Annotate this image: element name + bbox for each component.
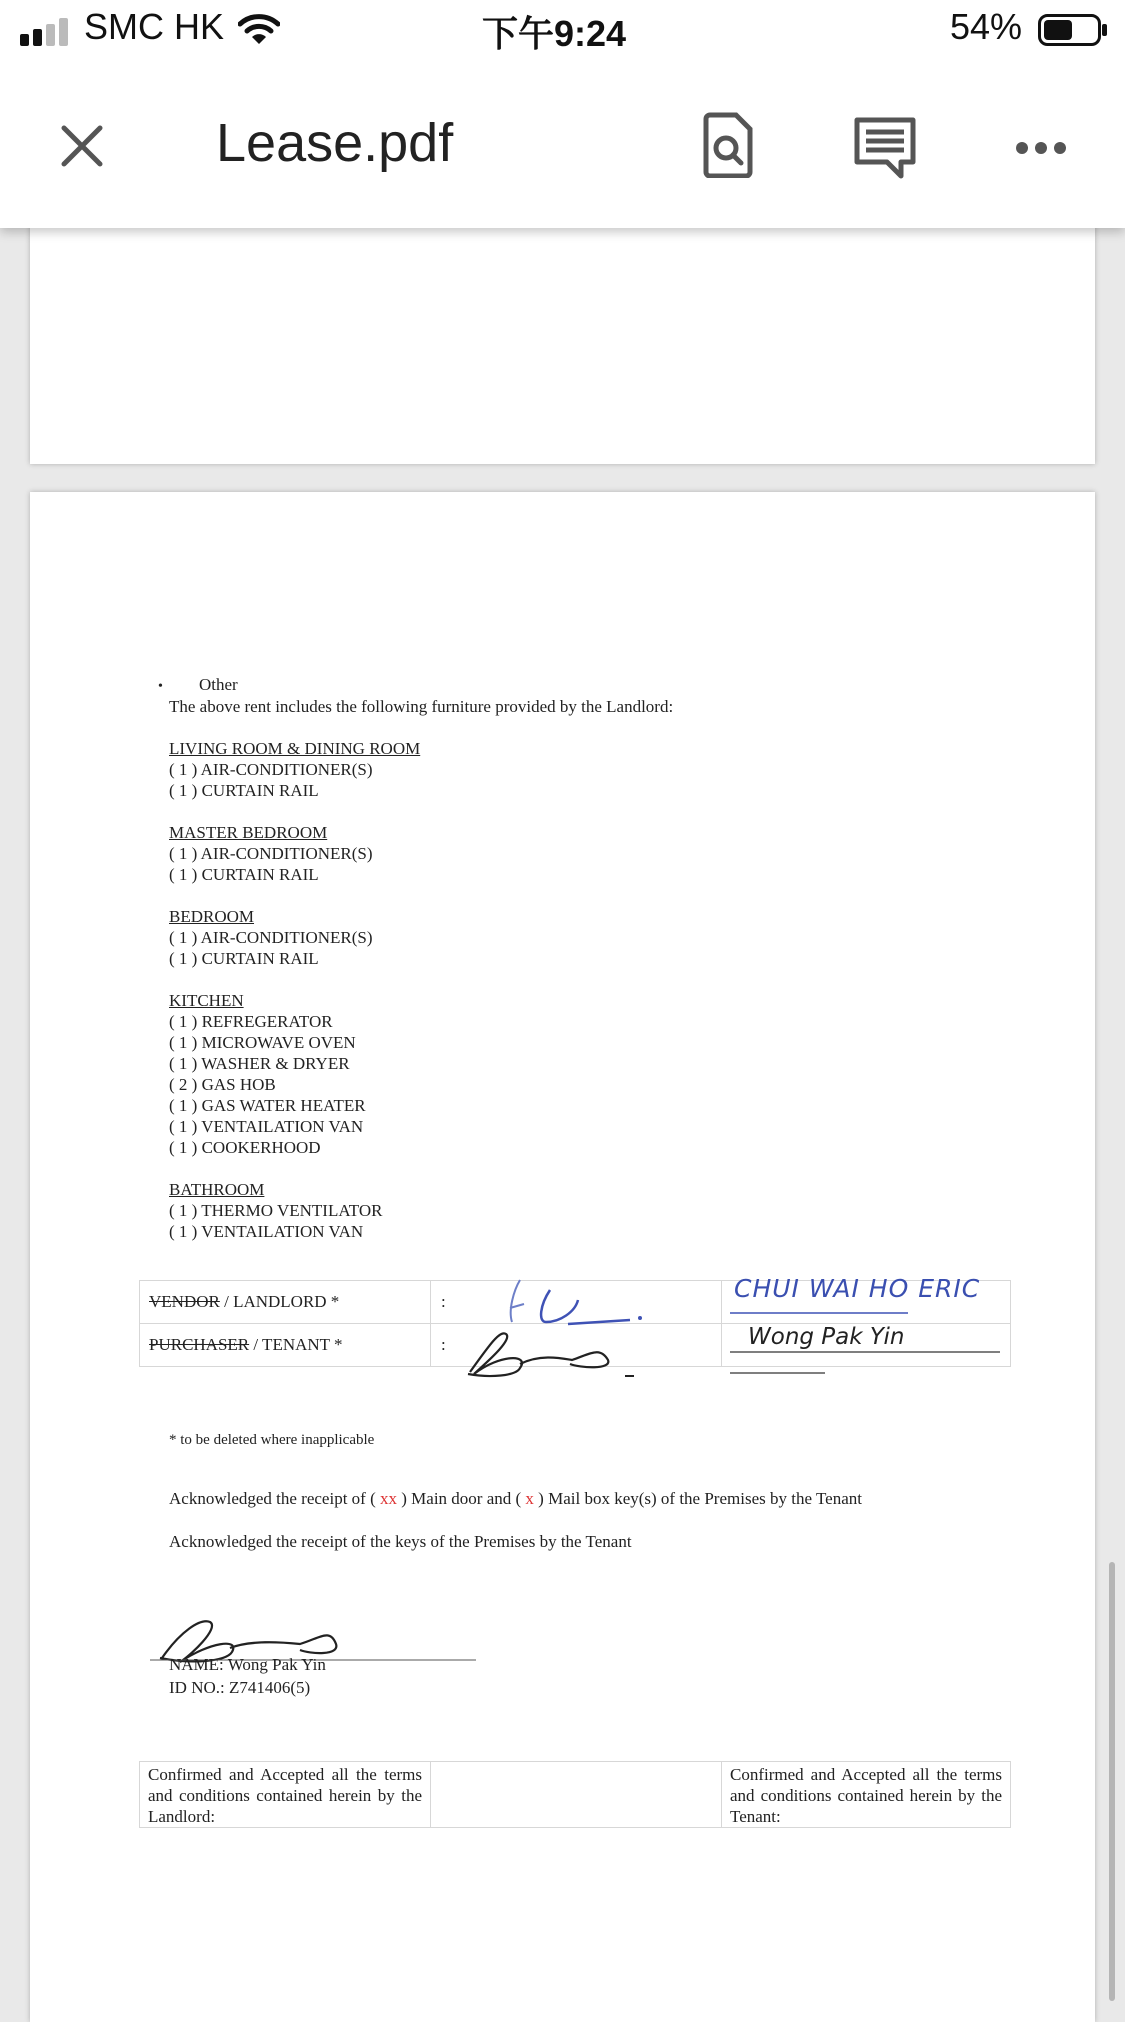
find-in-document-button[interactable]	[702, 112, 754, 183]
comments-button[interactable]	[853, 116, 917, 185]
scrollbar[interactable]	[1109, 1562, 1115, 2001]
landlord-name-underline	[730, 1310, 910, 1316]
furniture-item: ( 1 ) CURTAIN RAIL	[169, 781, 319, 800]
room-heading: BEDROOM	[169, 907, 255, 926]
tenant-block-name: NAME: Wong Pak Yin	[169, 1655, 326, 1674]
landlord-printed-name: CHUI WAI HO ERIC	[734, 1274, 981, 1303]
furniture-item: ( 2 ) GAS HOB	[169, 1075, 276, 1094]
carrier-name: SMC HK	[84, 6, 225, 47]
tenant-name-underline	[730, 1349, 1030, 1379]
colon: :	[441, 1335, 446, 1354]
furniture-item: ( 1 ) WASHER & DRYER	[169, 1054, 350, 1073]
footnote: * to be deleted where inapplicable	[169, 1432, 375, 1448]
status-bar	[0, 0, 1125, 60]
furniture-intro: The above rent includes the following furniture provided by the Landlord:	[169, 697, 674, 716]
app-bar	[0, 60, 1125, 228]
tenant-label-cell	[140, 1324, 431, 1367]
signal-icon	[20, 18, 72, 46]
colon: :	[441, 1292, 446, 1311]
furniture-item: ( 1 ) AIR-CONDITIONER(S)	[169, 928, 373, 947]
furniture-item: ( 1 ) CURTAIN RAIL	[169, 949, 319, 968]
furniture-item: ( 1 ) VENTAILATION VAN	[169, 1222, 364, 1241]
landlord-confirmation-text: Confirmed and Accepted all the terms and conditions contained herein by the Landlord:	[148, 1765, 422, 1826]
furniture-item: ( 1 ) COOKERHOOD	[169, 1138, 321, 1157]
furniture-item: ( 1 ) AIR-CONDITIONER(S)	[169, 760, 373, 779]
confirmation-middle-cell	[431, 1762, 722, 1828]
furniture-item: ( 1 ) REFREGERATOR	[169, 1012, 333, 1031]
pdf-page-current	[30, 492, 1095, 2022]
close-icon	[60, 124, 104, 168]
tenant-confirmation-cell	[722, 1762, 1011, 1828]
furniture-item: ( 1 ) MICROWAVE OVEN	[169, 1033, 356, 1052]
room-heading: MASTER BEDROOM	[169, 823, 328, 842]
landlord-role-label: VENDOR / LANDLORD *	[149, 1292, 340, 1311]
furniture-item: ( 1 ) THERMO VENTILATOR	[169, 1201, 383, 1220]
furniture-item: ( 1 ) GAS WATER HEATER	[169, 1096, 366, 1115]
room-heading: BATHROOM	[169, 1180, 265, 1199]
ack-key-counts: Acknowledged the receipt of ( xx ) Main door and ( x ) Mail box key(s) of the Premises by the Tenant	[169, 1489, 862, 1508]
room-heading: KITCHEN	[169, 991, 244, 1010]
comment-icon	[853, 116, 917, 180]
confirmation-table	[139, 1761, 1011, 1828]
bullet-dot: •	[158, 679, 163, 694]
document-title: Lease.pdf	[216, 113, 454, 173]
landlord-confirmation-cell	[140, 1762, 431, 1828]
tenant-block-id: ID NO.: Z741406(5)	[169, 1678, 311, 1697]
furniture-item: ( 1 ) CURTAIN RAIL	[169, 865, 319, 884]
wifi-icon	[238, 12, 280, 46]
ack-keys-tenant: Acknowledged the receipt of the keys of the Premises by the Tenant	[169, 1532, 632, 1551]
search-document-icon	[702, 112, 754, 178]
furniture-item: ( 1 ) AIR-CONDITIONER(S)	[169, 844, 373, 863]
more-options-button[interactable]	[1016, 138, 1066, 163]
bullet-other: Other	[199, 675, 238, 694]
more-options-icon	[1016, 138, 1066, 158]
tenant-signature	[460, 1324, 650, 1384]
clock: 下午9:24	[482, 13, 627, 54]
landlord-label-cell	[140, 1281, 431, 1324]
pdf-page-previous	[30, 210, 1095, 464]
close-button[interactable]	[60, 124, 104, 173]
battery-icon	[1038, 14, 1108, 46]
tenant-printed-name: Wong Pak Yin	[748, 1324, 905, 1350]
tenant-role-label: PURCHASER / TENANT *	[149, 1335, 343, 1354]
furniture-item: ( 1 ) VENTAILATION VAN	[169, 1117, 364, 1136]
room-heading: LIVING ROOM & DINING ROOM	[169, 739, 421, 758]
tenant-confirmation-text: Confirmed and Accepted all the terms and conditions contained herein by the Tenant:	[730, 1765, 1002, 1826]
battery-percent: 54%	[950, 6, 1023, 47]
